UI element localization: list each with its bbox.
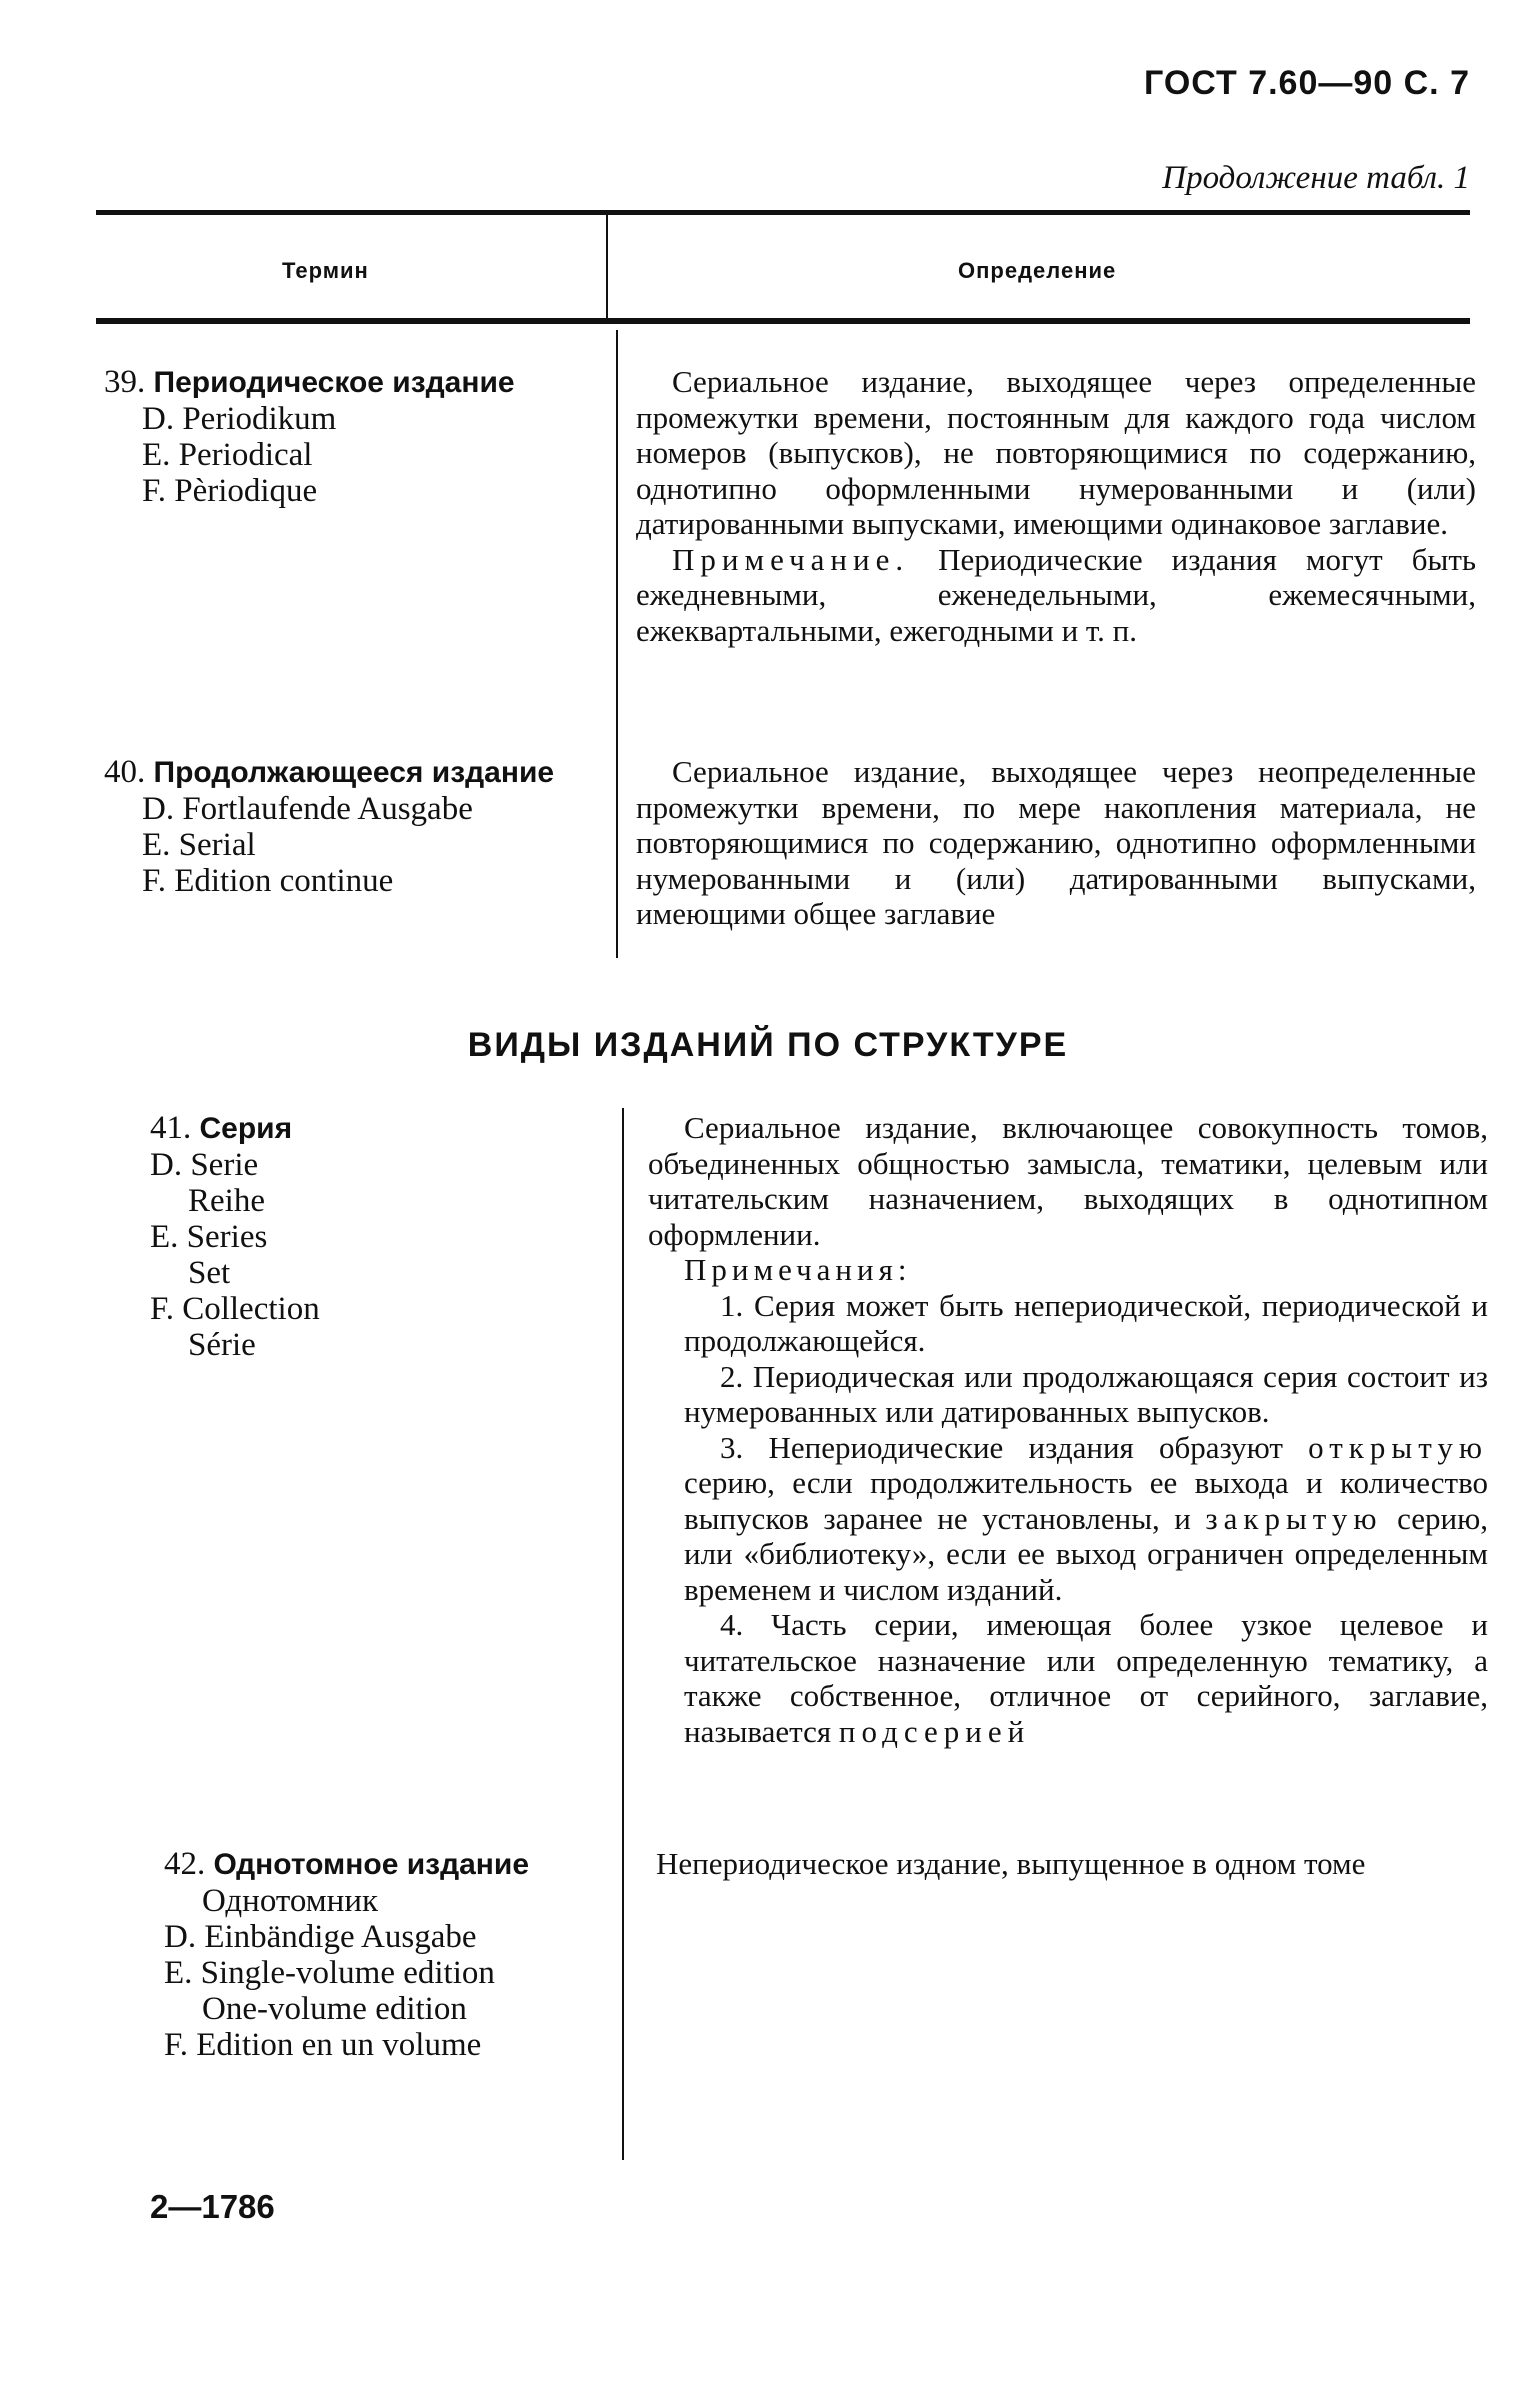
term-number: 42. bbox=[164, 1846, 206, 1882]
note-3-part-a: 3. Непериодические издания образуют bbox=[720, 1429, 1283, 1465]
table-top-rule bbox=[96, 210, 1470, 215]
translation-en-alt: One-volume edition bbox=[202, 1991, 467, 2027]
term-number: 40. bbox=[104, 754, 146, 790]
column-header-term: Термин bbox=[282, 258, 369, 283]
term-title: Периодическое издание bbox=[153, 366, 515, 399]
term-title: Однотомное издание bbox=[213, 1848, 530, 1881]
term-entry-42 bbox=[164, 1846, 604, 2063]
translation-fr: F. Edition continue bbox=[142, 863, 394, 899]
term-synonym: Однотомник bbox=[202, 1883, 379, 1919]
note-label: Примечание. bbox=[672, 541, 910, 577]
definition-41 bbox=[648, 1110, 1488, 1749]
table-continuation-label: Продолжение табл. 1 bbox=[1162, 160, 1470, 196]
note-3-part-e: серию, или «библиотеку», если ее выход ограничен определенным временем и числом изданий. bbox=[684, 1500, 1488, 1607]
note-3-closed-series: закрытую bbox=[1205, 1500, 1383, 1536]
translation-de: D. Einbändige Ausgabe bbox=[164, 1919, 477, 1955]
standard-page-code: ГОСТ 7.60—90 С. 7 bbox=[1144, 64, 1470, 102]
translation-fr: F. Pèriodique bbox=[142, 473, 318, 509]
section-heading: ВИДЫ ИЗДАНИЙ ПО СТРУКТУРЕ bbox=[467, 1026, 1069, 1064]
term-entry-41 bbox=[150, 1110, 600, 1363]
translation-en: E. Serial bbox=[142, 827, 256, 863]
column-header-definition: Определение bbox=[958, 258, 1117, 283]
term-entry-40 bbox=[104, 754, 584, 899]
definition-39 bbox=[636, 364, 1476, 648]
translation-de: D. Periodikum bbox=[142, 401, 337, 437]
translation-de: D. Fortlaufende Ausgabe bbox=[142, 791, 473, 827]
definition-40 bbox=[636, 754, 1476, 932]
note-text: Периодические издания могут быть ежедневными, еженедельными, ежемесячными, ежеквартальными, ежегодными и т. п. bbox=[636, 541, 1476, 648]
note-3-open-series: открытую bbox=[1308, 1429, 1488, 1465]
definition-text: Непериодическое издание, выпущенное в одном томе bbox=[656, 1846, 1366, 1881]
note-1: 1. Серия может быть непериодической, периодической и продолжающейся. bbox=[684, 1287, 1488, 1358]
term-title: Продолжающееся издание bbox=[153, 756, 555, 789]
term-number: 41. bbox=[150, 1110, 192, 1146]
term-entry-39 bbox=[104, 364, 584, 509]
note-2: 2. Периодическая или продолжающаяся серия состоит из нумерованных или датированных выпусков. bbox=[684, 1358, 1488, 1429]
note-4-part-a: 4. Часть серии, имеющая более узкое целевое и читательское назначение или определенную тематику, а также собственное, отличное от серийного, заглавие, называется bbox=[684, 1607, 1488, 1749]
translation-en-alt: Set bbox=[188, 1255, 231, 1291]
note-3-part-c: серию, если продолжительность ее выхода и количество выпусков заранее не установлены, и bbox=[684, 1465, 1488, 1536]
translation-en: E. Periodical bbox=[142, 437, 313, 473]
translation-de-alt: Reihe bbox=[188, 1183, 265, 1219]
definition-text: Сериальное издание, выходящее через неопределенные промежутки времени, по мере накопления материала, не повторяющимися по содержанию, однотипно оформленными нумерованными и (или) датированными выпусками, имеющими общее заглавие bbox=[636, 754, 1476, 931]
translation-en: E. Single-volume edition bbox=[164, 1955, 495, 1991]
print-order-code: 2—1786 bbox=[150, 2188, 275, 2225]
term-title: Серия bbox=[199, 1112, 293, 1145]
notes-block bbox=[648, 1252, 1488, 1749]
table-column-divider-2 bbox=[622, 1108, 624, 2160]
definition-42 bbox=[656, 1846, 1496, 1882]
header-column-divider bbox=[606, 212, 608, 320]
translation-fr: F. Collection bbox=[150, 1291, 320, 1327]
translation-de: D. Serie bbox=[150, 1147, 259, 1183]
notes-label: Примечания: bbox=[684, 1252, 912, 1287]
definition-text: Сериальное издание, включающее совокупность томов, объединенных общностью замысла, тематики, целевым или читательским назначением, выходящих в однотипном оформлении. bbox=[648, 1110, 1488, 1252]
term-number: 39. bbox=[104, 364, 146, 400]
table-column-divider bbox=[616, 330, 618, 958]
translation-en: E. Series bbox=[150, 1219, 268, 1255]
table-header-rule bbox=[96, 318, 1470, 324]
note-4-subseries: подсерией bbox=[838, 1713, 1031, 1749]
translation-fr: F. Edition en un volume bbox=[164, 2027, 482, 2063]
translation-fr-alt: Série bbox=[188, 1327, 256, 1363]
definition-text: Сериальное издание, выходящее через определенные промежутки времени, постоянным для каждого года числом номеров (выпусков), не повторяющимися по содержанию, однотипно оформленными нумерованными и (или) датированными выпусками, имеющими одинаковое заглавие. bbox=[636, 364, 1476, 541]
